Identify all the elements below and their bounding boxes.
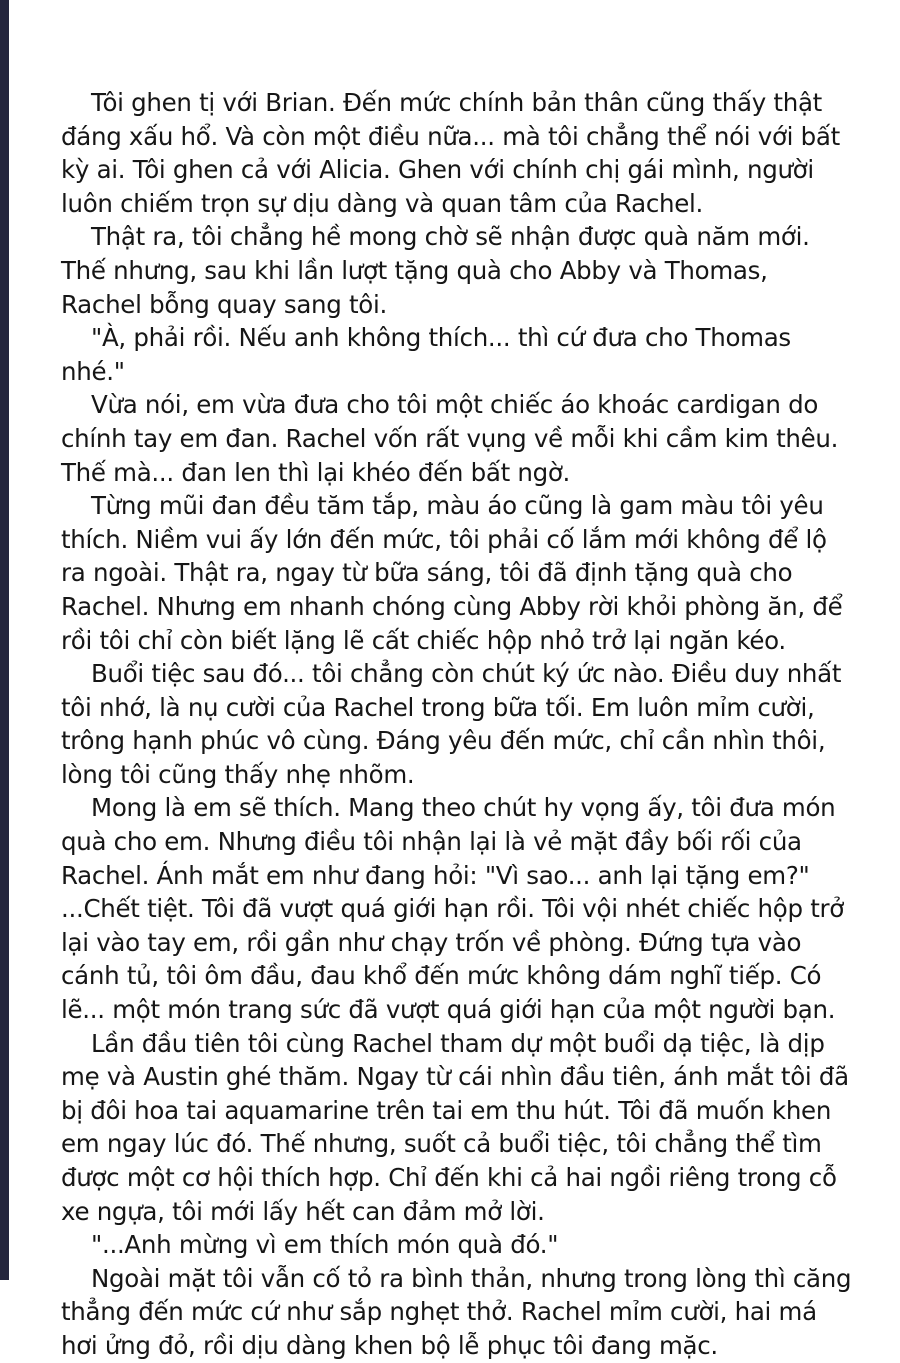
paragraph: Buổi tiệc sau đó... tôi chẳng còn chút ký ức nào. Điều duy nhất tôi nhớ, là nụ cười của Rachel trong bữa tối. Em luôn mỉm cười, trông hạnh phúc vô cùng. Đáng yêu đến mức, chỉ cần nhìn thôi, lòng tôi cũng thấy nhẹ nhõm.: [61, 659, 842, 789]
paragraph: Từng mũi đan đều tăm tắp, màu áo cũng là gam màu tôi yêu thích. Niềm vui ấy lớn đến mức, tôi phải cố lắm mới không để lộ ra ngoài. Thật ra, ngay từ bữa sáng, tôi đã định tặng quà cho Rachel. Nhưng em nhanh chóng cùng Abby rời khỏi phòng ăn, để rồi tôi chỉ còn biết lặng lẽ cất chiếc hộp nhỏ trở lại ngăn kéo.: [61, 491, 843, 655]
paragraph: Ngoài mặt tôi vẫn cố tỏ ra bình thản, nhưng trong lòng thì căng thẳng đến mức cứ như sắp nghẹt thở. Rachel mỉm cười, hai má hơi ửng đỏ, rồi dịu dàng khen bộ lễ phục tôi đang mặc.: [61, 1263, 852, 1360]
paragraph: Tôi ghen tị với Brian. Đến mức chính bản thân cũng thấy thật đáng xấu hổ. Và còn một điều nữa... mà tôi chẳng thể nói với bất kỳ ai. Tôi ghen cả với Alicia. Ghen với chính chị gái mình, người luôn chiếm trọn sự dịu dàng và quan tâm của Rachel.: [61, 88, 840, 218]
paragraph: Lần đầu tiên tôi cùng Rachel tham dự một buổi dạ tiệc, là dịp mẹ và Austin ghé thăm. Ngay từ cái nhìn đầu tiên, ánh mắt tôi đã bị đôi hoa tai aquamarine trên tai em thu hút. Tôi đã muốn khen em ngay lúc đó. Thế nhưng, suốt cả buổi tiệc, tôi chẳng thể tìm được một cơ hội thích hợp. Chỉ đến khi cả hai ngồi riêng trong cỗ xe ngựa, tôi mới lấy hết can đảm mở lời.: [61, 1028, 849, 1226]
page-left-edge: [0, 0, 9, 1280]
paragraph: Vừa nói, em vừa đưa cho tôi một chiếc áo khoác cardigan do chính tay em đan. Rachel vốn rất vụng về mỗi khi cầm kim thêu. Thế mà... đan len thì lại khéo đến bất ngờ.: [61, 390, 839, 487]
paragraph: "À, phải rồi. Nếu anh không thích... thì cứ đưa cho Thomas nhé.": [61, 323, 791, 386]
paragraph: Mong là em sẽ thích. Mang theo chút hy vọng ấy, tôi đưa món quà cho em. Nhưng điều tôi nhận lại là vẻ mặt đầy bối rối của Rachel. Ánh mắt em như đang hỏi: "Vì sao... anh lại tặng em?" ...Chết tiệt. Tôi đã vượt quá giới hạn rồi. Tôi vội nhét chiếc hộp trở lại vào tay em, rồi gần như chạy trốn về phòng. Đứng tựa vào cánh tủ, tôi ôm đầu, đau khổ đến mức không dám nghĩ tiếp. Có lẽ... một món trang sức đã vượt quá giới hạn của một người bạn.: [61, 793, 844, 1025]
document-page: [9, 0, 900, 1360]
paragraph: Thật ra, tôi chẳng hề mong chờ sẽ nhận được quà năm mới. Thế nhưng, sau khi lần lượt tặng quà cho Abby và Thomas, Rachel bỗng quay sang tôi.: [61, 222, 810, 319]
story-text: [61, 86, 853, 1363]
paragraph: "...Anh mừng vì em thích món quà đó.": [91, 1230, 559, 1260]
